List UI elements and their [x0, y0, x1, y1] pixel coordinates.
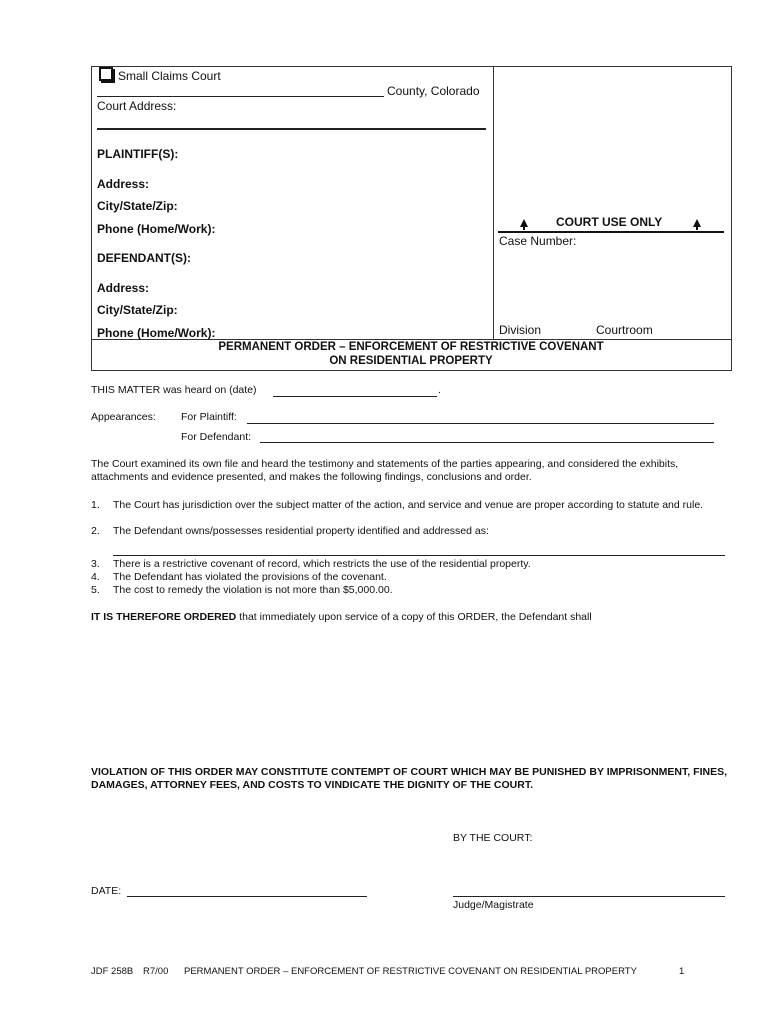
court-address-field[interactable]: [97, 128, 486, 130]
finding-text: The Defendant owns/possesses residential property identified and addressed as:: [113, 525, 489, 537]
defendant-address-label: Address:: [97, 281, 150, 295]
matter-period: .: [438, 384, 441, 396]
small-claims-checkbox[interactable]: [99, 67, 113, 81]
finding-text: The Court has jurisdiction over the subject matter of the action, and service and venue are proper according to statute and rule.: [113, 499, 704, 511]
plaintiff-address-label: Address:: [97, 177, 150, 191]
for-defendant-label: For Defendant:: [181, 431, 252, 443]
judge-label: Judge/Magistrate: [453, 899, 534, 911]
finding-number: 3.: [91, 558, 100, 570]
county-field[interactable]: [97, 96, 384, 97]
finding-text: The cost to remedy the violation is not more than $5,000.00.: [113, 584, 393, 596]
ordered-rest: that immediately upon service of a copy of this ORDER, the Defendant shall: [236, 611, 592, 623]
property-address-field[interactable]: [113, 555, 725, 556]
caption-divider: [493, 66, 494, 339]
footer-page-number: 1: [679, 966, 685, 977]
defendant-city-label: City/State/Zip:: [97, 303, 178, 317]
finding-text: There is a restrictive covenant of record, which restricts the use of the residential property.: [113, 558, 531, 570]
finding-number: 5.: [91, 584, 100, 596]
violation-warning: VIOLATION OF THIS ORDER MAY CONSTITUTE CONTEMPT OF COURT WHICH MAY BE PUNISHED BY IMPRISONMENT, FINES, DAMAGES, ATTORNEY FEES, AND COSTS TO VINDICATE THE DIGNITY OF THE COURT.: [91, 766, 727, 791]
court-use-only: COURT USE ONLY: [556, 215, 663, 229]
appearances-label: Appearances:: [91, 411, 156, 423]
plaintiff-label: PLAINTIFF(S):: [97, 147, 179, 161]
intro-paragraph: The Court examined its own file and heard the testimony and statements of the parties appearing, and considered the exhibits, attachments and evidence presented, and makes the following findings, conclusions and order.: [91, 458, 679, 483]
finding-number: 4.: [91, 571, 100, 583]
footer-revision: R7/00: [143, 966, 169, 977]
small-claims-label: Small Claims Court: [118, 69, 221, 83]
by-the-court-label: BY THE COURT:: [453, 832, 533, 844]
up-arrow-icon: [693, 219, 701, 227]
finding-number: 2.: [91, 525, 100, 537]
form-title-line1: PERMANENT ORDER – ENFORCEMENT OF RESTRICTIVE COVENANT: [218, 341, 604, 353]
plaintiff-phone-label: Phone (Home/Work):: [97, 222, 216, 236]
form-title-line2: ON RESIDENTIAL PROPERTY: [329, 355, 493, 367]
court-address-label: Court Address:: [97, 99, 177, 113]
defendant-appearance-field[interactable]: [260, 442, 714, 443]
finding-number: 1.: [91, 499, 100, 511]
ordered-bold: IT IS THEREFORE ORDERED: [91, 611, 237, 623]
county-label: County, Colorado: [387, 84, 480, 98]
plaintiff-appearance-field[interactable]: [247, 423, 714, 424]
courtroom-label: Courtroom: [596, 323, 653, 337]
defendant-phone-label: Phone (Home/Work):: [97, 326, 216, 340]
matter-heard-label: THIS MATTER was heard on (date): [91, 384, 257, 396]
judge-signature-field[interactable]: [453, 896, 725, 897]
case-number-label: Case Number:: [499, 234, 577, 248]
date-label: DATE:: [91, 885, 122, 897]
finding-text: The Defendant has violated the provisions of the covenant.: [113, 571, 387, 583]
for-plaintiff-label: For Plaintiff:: [181, 411, 237, 423]
hearing-date-field[interactable]: [273, 396, 437, 397]
ordered-paragraph: [91, 611, 592, 623]
plaintiff-city-label: City/State/Zip:: [97, 199, 178, 213]
court-use-rule: [498, 231, 724, 233]
defendant-label: DEFENDANT(S):: [97, 251, 191, 265]
up-arrow-icon: [520, 219, 528, 227]
footer-form-title: PERMANENT ORDER – ENFORCEMENT OF RESTRICTIVE COVENANT ON RESIDENTIAL PROPERTY: [184, 966, 637, 977]
division-label: Division: [499, 323, 542, 337]
footer-form-id: JDF 258B: [91, 966, 134, 977]
date-field[interactable]: [127, 896, 367, 897]
